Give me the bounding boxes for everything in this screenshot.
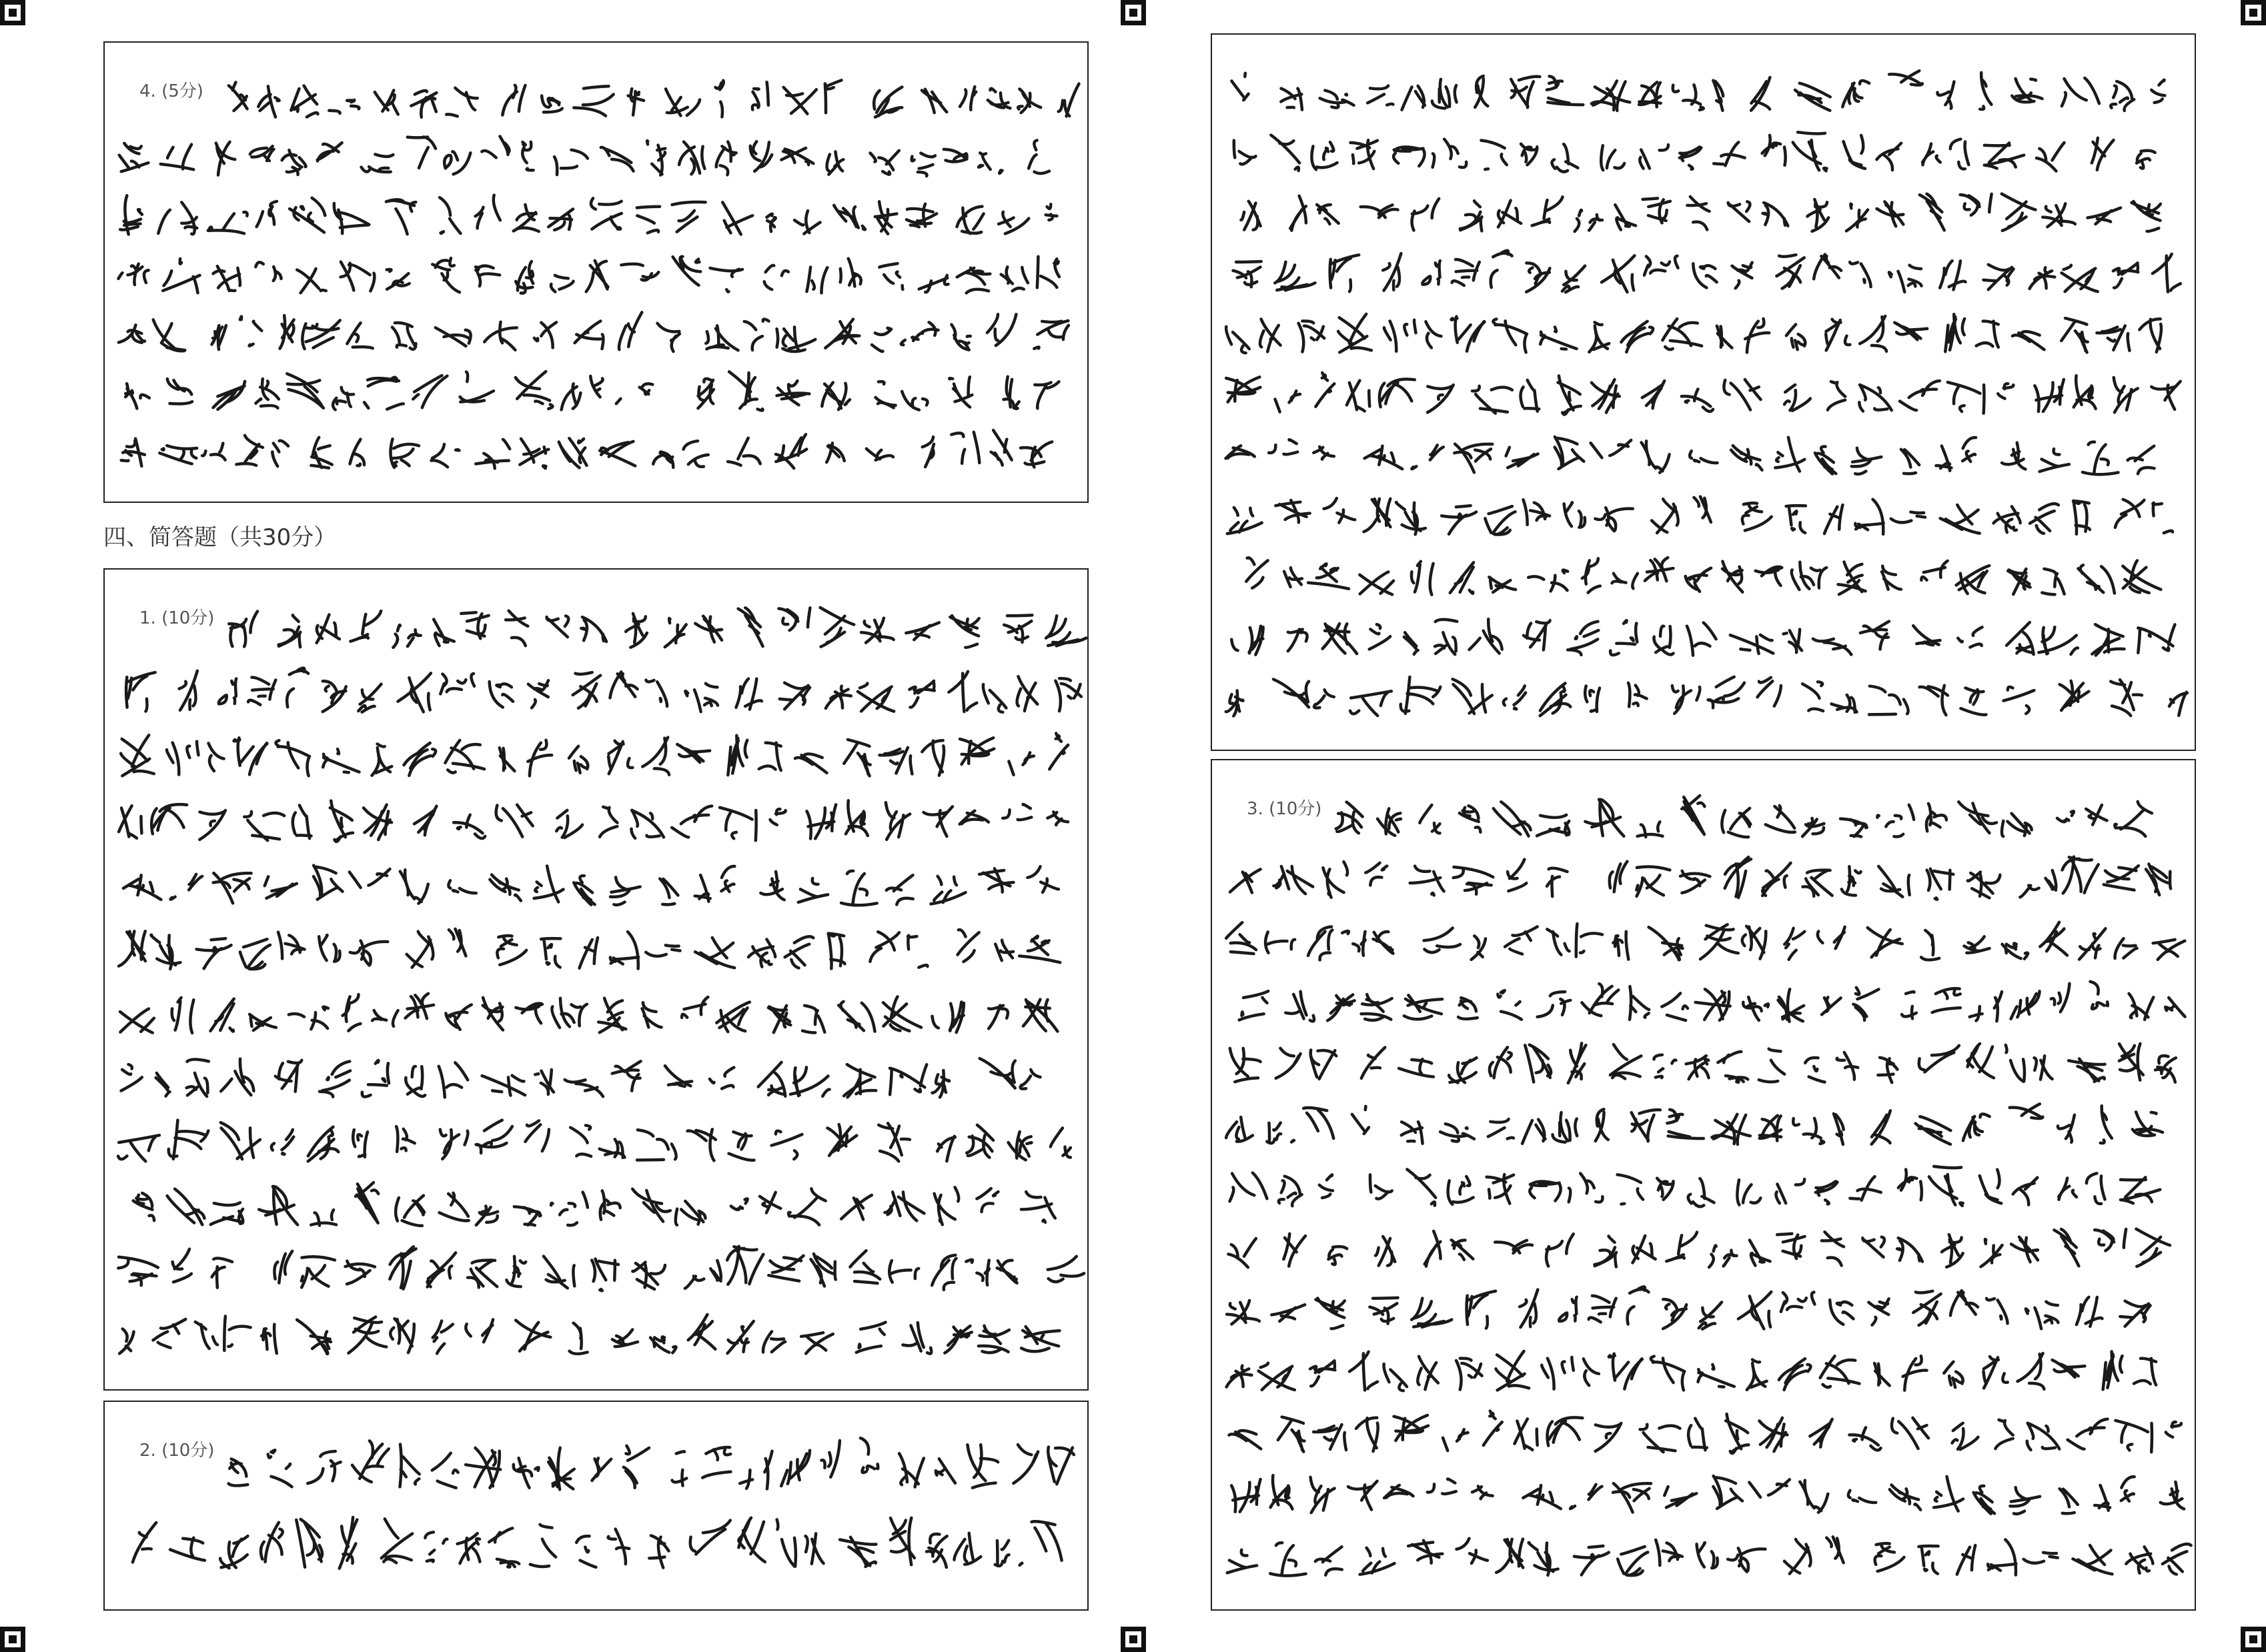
handwriting-line <box>1230 857 2171 900</box>
handwriting-line <box>1336 796 2152 837</box>
handwriting-line <box>120 994 1057 1033</box>
handwriting-line <box>119 1315 1059 1354</box>
handwriting-line <box>1228 1229 2170 1268</box>
answer-box-s3 <box>1211 759 2196 1611</box>
handwriting-line <box>1226 922 2185 960</box>
handwriting-line <box>1226 314 2161 353</box>
handwriting-line <box>123 866 1059 906</box>
handwriting-line <box>1241 194 2160 231</box>
handwriting-line <box>1227 1537 2191 1575</box>
question-label-s3: 3. (10分) <box>1247 799 1322 819</box>
handwriting-line <box>119 257 1059 293</box>
registration-marker-bottom-left <box>0 1627 25 1652</box>
handwriting-line <box>1231 71 2165 111</box>
handwriting-line <box>1226 373 2181 415</box>
registration-marker-bottom-right <box>2241 1627 2266 1652</box>
handwriting-line <box>118 1120 1071 1162</box>
handwriting-line <box>121 430 1052 468</box>
handwriting-line <box>119 929 1060 969</box>
handwriting-line <box>1239 982 2185 1022</box>
handwriting-line <box>133 1182 1055 1226</box>
handwriting-line <box>133 1517 1062 1569</box>
handwriting-line <box>229 80 1079 117</box>
handwritten-answer-s1 <box>105 570 1089 1391</box>
handwriting-line <box>229 608 1086 648</box>
handwriting-line <box>229 1438 1074 1489</box>
question-label-s1: 1. (10分) <box>139 608 215 628</box>
handwriting-line <box>121 734 1068 776</box>
handwriting-line <box>1227 1287 2150 1329</box>
registration-marker-bottom-center <box>1121 1627 1146 1652</box>
registration-marker-top-center <box>1121 0 1146 25</box>
handwriting-line <box>1230 1166 2161 1206</box>
handwriting-line <box>126 668 1081 712</box>
answer-box-q4 <box>103 41 1089 503</box>
handwritten-answer-s2-continued <box>1212 35 2196 751</box>
question-label-s2: 2. (10分) <box>139 1441 215 1461</box>
handwriting-line <box>119 312 1069 351</box>
handwriting-line <box>1230 1043 2176 1083</box>
handwriting-line <box>119 136 1049 176</box>
handwritten-answer-q4 <box>105 43 1089 503</box>
handwriting-line <box>119 800 1068 842</box>
handwriting-line <box>1227 497 2173 535</box>
answer-box-s2 <box>103 1401 1089 1611</box>
handwritten-answer-s3 <box>1212 760 2196 1611</box>
answer-box-s1 <box>103 568 1089 1391</box>
handwriting-line <box>1231 1475 2184 1514</box>
handwritten-answer-s2 <box>105 1402 1089 1611</box>
handwriting-line <box>1226 437 2155 474</box>
handwriting-line <box>120 195 1057 235</box>
section-title: 四、简答题（共30分） <box>103 524 337 551</box>
registration-marker-top-left <box>0 0 25 25</box>
handwriting-line <box>1231 619 2175 655</box>
handwriting-line <box>125 371 1059 410</box>
handwriting-line <box>1226 677 2187 716</box>
handwriting-line <box>1227 1351 2157 1391</box>
handwriting-line <box>1233 251 2181 293</box>
question-label-q4: 4. (5分) <box>139 81 203 101</box>
handwriting-line <box>1234 132 2155 171</box>
registration-marker-top-right <box>2241 0 2266 25</box>
handwriting-line <box>1229 1411 2181 1454</box>
handwriting-line <box>121 1058 1041 1097</box>
handwriting-line <box>118 1247 1084 1291</box>
handwriting-line <box>1226 1104 2163 1144</box>
answer-box-s2-continued <box>1211 33 2196 751</box>
handwriting-line <box>1246 558 2161 595</box>
